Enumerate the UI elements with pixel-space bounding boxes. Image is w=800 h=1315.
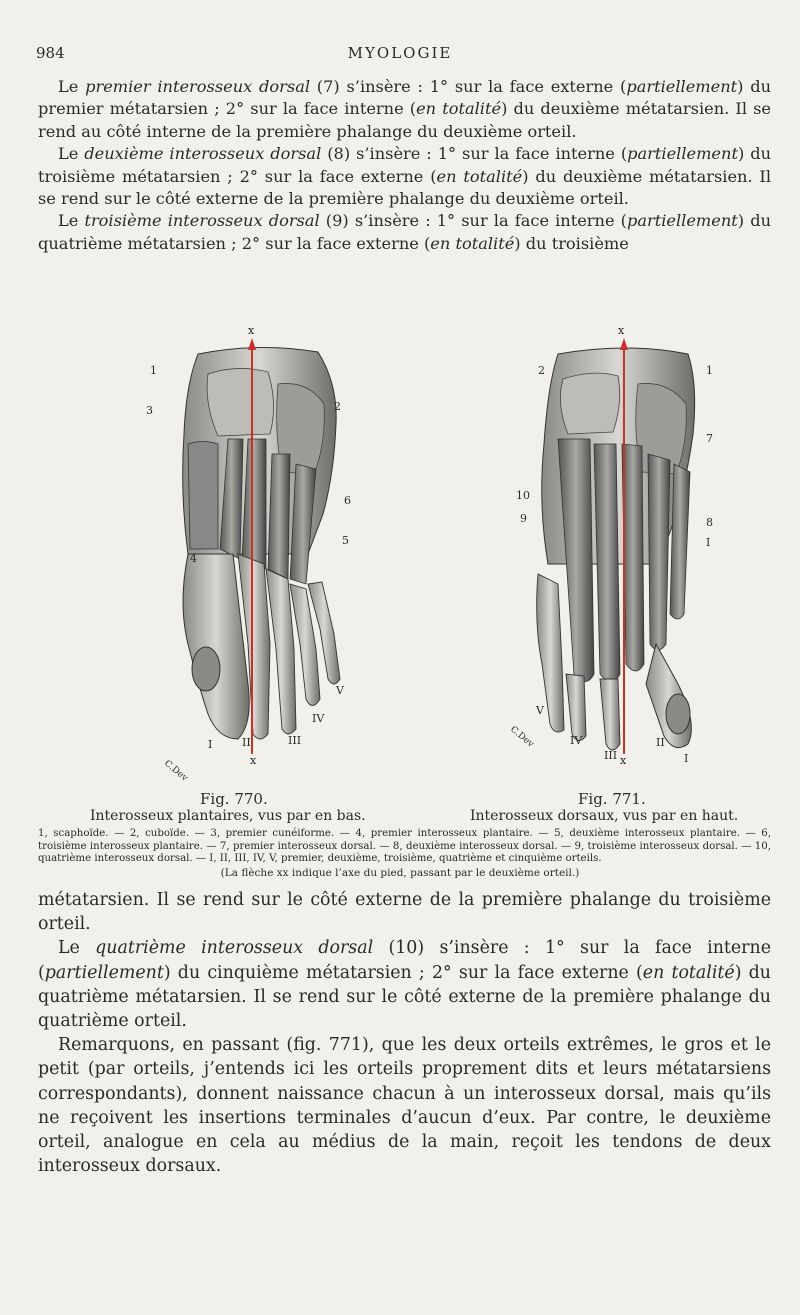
axis-label: x xyxy=(250,754,257,767)
legend-text: 1, scaphoïde. — 2, cuboïde. — 3, premier cunéiforme. — 4, premier interosseux plantaire. — 5, deuxième interosseux plantaire. — 6, troisième interosseux plantaire. — 7, premier interosseux dorsal. — 8, deuxième interosseux dorsal. — 9, troisième interosseux dorsal. — 10, quatrième interosseux dorsal. — I, II, III, IV, V, premier, deuxième, troisième, quatrième et cinquième orteils. xyxy=(38,828,771,865)
figure-caption: Interosseux plantaires, vus par en bas. xyxy=(90,808,366,824)
figure-label: Fig. 771. xyxy=(578,790,646,808)
term: premier interosseux dorsal xyxy=(85,77,311,96)
marker: 10 xyxy=(516,489,530,502)
marker: 8 xyxy=(706,516,713,529)
term: quatrième interosseux dorsal xyxy=(95,938,374,959)
page-number: 984 xyxy=(36,44,65,62)
marker: 3 xyxy=(146,404,153,417)
paragraph: Le deuxième interosseux dorsal (8) s’insère : 1° sur la face interne (partiellement) du troisième métatarsien ; 2° sur la face externe (en totalité) du deuxième métatarsien. Il se rend sur le côté externe de la première phalange du deuxième orteil. xyxy=(38,144,772,209)
marker: 9 xyxy=(520,512,527,525)
figure-legend xyxy=(38,828,771,866)
figure-area xyxy=(38,324,771,814)
marker: II xyxy=(242,736,251,749)
marker: IV xyxy=(312,712,325,725)
marker: III xyxy=(288,734,302,747)
paragraph: métatarsien. Il se rend sur le côté externe de la première phalange du troisième orteil. xyxy=(38,890,771,935)
marker: IV xyxy=(570,734,583,747)
marker: 4 xyxy=(190,552,197,565)
paragraph: Le troisième interosseux dorsal (9) s’insère : 1° sur la face interne (partiellement) du quatrième métatarsien ; 2° sur la face externe (en totalité) du troisième xyxy=(38,211,771,253)
page-header xyxy=(0,44,800,70)
marker: II xyxy=(656,736,665,749)
bottom-text xyxy=(38,888,771,1178)
axis-label: x xyxy=(248,324,255,337)
figure-label: Fig. 770. xyxy=(200,790,268,808)
marker: 1 xyxy=(150,364,157,377)
marker: 7 xyxy=(706,432,713,445)
marker: I xyxy=(684,752,689,765)
marker: III xyxy=(604,749,618,762)
marker: 5 xyxy=(342,534,349,547)
marker: 2 xyxy=(538,364,545,377)
top-text xyxy=(38,76,771,255)
marker: V xyxy=(336,684,344,697)
marker: 6 xyxy=(344,494,351,507)
paragraph: Le quatrième interosseux dorsal (10) s’insère : 1° sur la face interne (partiellement) du cinquième métatarsien ; 2° sur la face externe (en totalité) du quatrième métatarsien. Il se rend sur le côté externe de la première phalange du quatrième orteil. xyxy=(38,938,771,1032)
axis-label: x xyxy=(620,754,627,767)
axis-label: x xyxy=(618,324,625,337)
marker: I xyxy=(208,738,213,751)
artist-signature: C.Dev xyxy=(508,724,536,750)
figure-770-plantar-foot xyxy=(146,324,351,784)
marker: 1 xyxy=(706,364,713,377)
marker: I xyxy=(706,536,711,549)
figure-caption: Interosseux dorsaux, vus par en haut. xyxy=(470,808,739,824)
figure-771-dorsal-foot xyxy=(508,324,713,767)
artist-signature: C.Dev xyxy=(162,758,190,784)
paragraph: Le premier interosseux dorsal (7) s’insère : 1° sur la face externe (partiellement) du premier métatarsien ; 2° sur la face interne (en totalité) du deuxième métatarsien. Il se rend au côté interne de la première phalange du deuxième orteil. xyxy=(38,77,771,141)
marker: V xyxy=(536,704,544,717)
running-title: MYOLOGIE xyxy=(347,44,453,62)
term: troisième interosseux dorsal xyxy=(84,211,320,231)
marker: 2 xyxy=(334,400,341,413)
term: deuxième interosseux dorsal xyxy=(84,144,322,164)
legend-note: (La flèche xx indique l’axe du pied, passant par le deuxième orteil.) xyxy=(220,867,580,879)
paragraph: Remarquons, en passant (fig. 771), que les deux orteils extrêmes, le gros et le petit (par orteils, j’entends ici les orteils proprement dits et leurs métatarsiens correspondants), donnent naissance chacun à un interosseux dorsal, mais qu’ils ne reçoivent les insertions terminales d’aucun d’eux. Par contre, le deuxième orteil, analogue en cela au médius de la main, reçoit les tendons de deux interosseux dorsaux. xyxy=(38,1035,771,1177)
